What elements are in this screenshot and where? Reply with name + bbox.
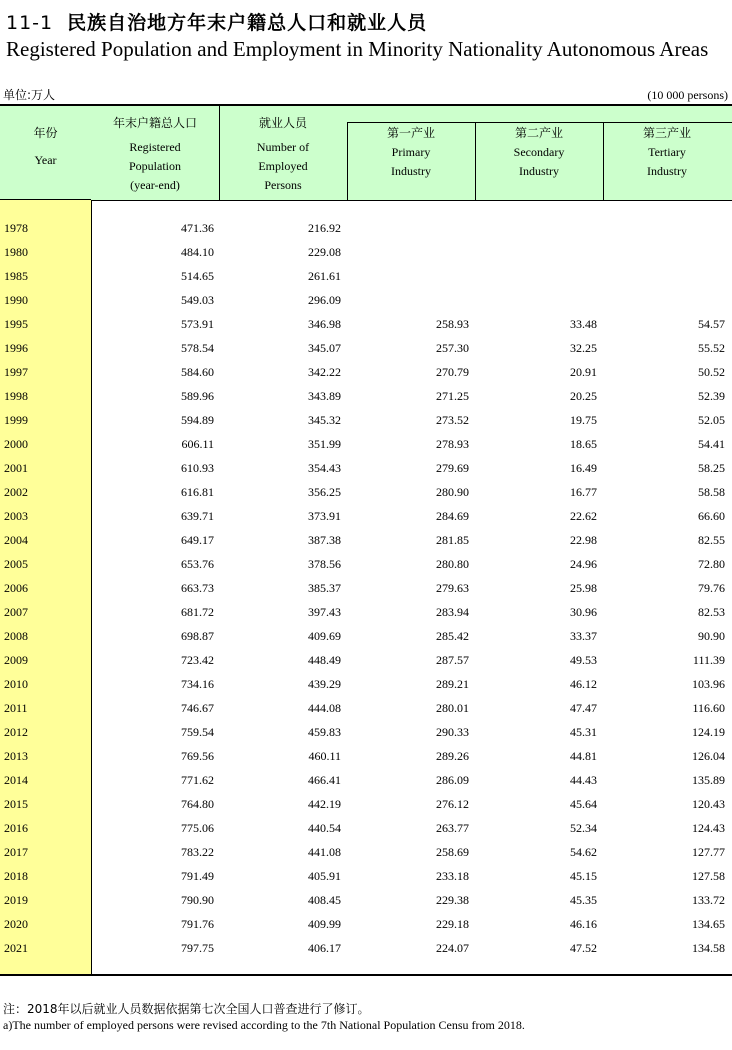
- cell-pop: 589.96: [181, 389, 214, 403]
- table-row: [0, 912, 732, 936]
- cell-sec: 44.43: [570, 773, 597, 787]
- cell-pri: 281.85: [436, 533, 469, 547]
- header-tertiary: [603, 124, 731, 181]
- cell-emp: 229.08: [308, 245, 341, 259]
- cell-year: 1998: [4, 389, 28, 403]
- table-row: [0, 888, 732, 912]
- table-row: [0, 312, 732, 336]
- cell-year: 1980: [4, 245, 28, 259]
- cell-ter: 72.80: [698, 557, 725, 571]
- cell-emp: 397.43: [308, 605, 341, 619]
- cell-emp: 442.19: [308, 797, 341, 811]
- cell-emp: 439.29: [308, 677, 341, 691]
- cell-year: 2018: [4, 869, 28, 883]
- cell-pri: 285.42: [436, 629, 469, 643]
- cell-year: 1997: [4, 365, 28, 379]
- table-row: [0, 744, 732, 768]
- table-row: [0, 816, 732, 840]
- cell-emp: 351.99: [308, 437, 341, 451]
- cell-ter: 82.55: [698, 533, 725, 547]
- cell-ter: 54.41: [698, 437, 725, 451]
- cell-emp: 466.41: [308, 773, 341, 787]
- cell-pop: 734.16: [181, 677, 214, 691]
- cell-sec: 47.47: [570, 701, 597, 715]
- cell-pop: 578.54: [181, 341, 214, 355]
- table-row: [0, 864, 732, 888]
- cell-sec: 33.48: [570, 317, 597, 331]
- cell-emp: 346.98: [308, 317, 341, 331]
- cell-pri: 273.52: [436, 413, 469, 427]
- header-employed-cn: 就业人员: [258, 116, 307, 130]
- cell-sec: 20.25: [570, 389, 597, 403]
- cell-sec: 30.96: [570, 605, 597, 619]
- cell-sec: 22.98: [570, 533, 597, 547]
- header-secondary-en2: Industry: [519, 164, 559, 178]
- cell-pop: 616.81: [181, 485, 214, 499]
- table-row: [0, 432, 732, 456]
- cell-emp: 440.54: [308, 821, 341, 835]
- header-primary: [347, 124, 475, 181]
- table-number: 11-1: [6, 12, 54, 34]
- cell-ter: 66.60: [698, 509, 725, 523]
- header-primary-en1: Primary: [391, 145, 431, 159]
- header-year-en: Year: [34, 153, 57, 167]
- table-row: [0, 456, 732, 480]
- cell-year: 2003: [4, 509, 28, 523]
- cell-ter: 120.43: [692, 797, 725, 811]
- title-cn-text: 民族自治地方年末户籍总人口和就业人员: [67, 12, 428, 34]
- cell-pri: 229.38: [436, 893, 469, 907]
- header-secondary: [475, 124, 603, 181]
- cell-year: 1985: [4, 269, 28, 283]
- cell-ter: 134.65: [692, 917, 725, 931]
- cell-year: 1999: [4, 413, 28, 427]
- cell-pri: 290.33: [436, 725, 469, 739]
- cell-emp: 448.49: [308, 653, 341, 667]
- cell-year: 2009: [4, 653, 28, 667]
- table-row: [0, 600, 732, 624]
- cell-pop: 610.93: [181, 461, 214, 475]
- cell-ter: 50.52: [698, 365, 725, 379]
- cell-sec: 45.35: [570, 893, 597, 907]
- header-population-en2: Population: [128, 159, 181, 173]
- cell-emp: 373.91: [308, 509, 341, 523]
- cell-year: 1990: [4, 293, 28, 307]
- cell-sec: 20.91: [570, 365, 597, 379]
- table-row: [0, 240, 732, 264]
- cell-ter: 127.58: [692, 869, 725, 883]
- header-subdivider: [347, 122, 732, 123]
- cell-pri: 280.80: [436, 557, 469, 571]
- cell-ter: 54.57: [698, 317, 725, 331]
- header-primary-cn: 第一产业: [386, 126, 435, 140]
- footnote-cn: 注：2018年以后就业人员数据依据第七次全国人口普查进行了修订。: [3, 1002, 370, 1016]
- cell-emp: 409.69: [308, 629, 341, 643]
- header-secondary-en1: Secondary: [513, 145, 565, 159]
- cell-ter: 134.58: [692, 941, 725, 955]
- cell-ter: 124.19: [692, 725, 725, 739]
- cell-ter: 126.04: [692, 749, 725, 763]
- table-row: [0, 384, 732, 408]
- cell-emp: 296.09: [308, 293, 341, 307]
- table-row: [0, 528, 732, 552]
- cell-sec: 22.62: [570, 509, 597, 523]
- cell-emp: 406.17: [308, 941, 341, 955]
- table-row: [0, 480, 732, 504]
- cell-sec: 54.62: [570, 845, 597, 859]
- cell-year: 2010: [4, 677, 28, 691]
- cell-pop: 769.56: [181, 749, 214, 763]
- cell-emp: 387.38: [308, 533, 341, 547]
- cell-year: 1995: [4, 317, 28, 331]
- table-row: [0, 648, 732, 672]
- cell-year: 2002: [4, 485, 28, 499]
- cell-year: 2012: [4, 725, 28, 739]
- table-row: [0, 264, 732, 288]
- cell-pri: 270.79: [436, 365, 469, 379]
- table-row: [0, 504, 732, 528]
- cell-year: 2008: [4, 629, 28, 643]
- cell-pop: 759.54: [181, 725, 214, 739]
- cell-emp: 408.45: [308, 893, 341, 907]
- cell-ter: 52.39: [698, 389, 725, 403]
- table-row: [0, 552, 732, 576]
- cell-sec: 32.25: [570, 341, 597, 355]
- cell-pop: 594.89: [181, 413, 214, 427]
- cell-pri: 279.63: [436, 581, 469, 595]
- cell-year: 2013: [4, 749, 28, 763]
- cell-pri: 278.93: [436, 437, 469, 451]
- cell-year: 2020: [4, 917, 28, 931]
- cell-sec: 45.64: [570, 797, 597, 811]
- cell-pop: 797.75: [181, 941, 214, 955]
- cell-year: 2015: [4, 797, 28, 811]
- cell-ter: 52.05: [698, 413, 725, 427]
- table-row: [0, 696, 732, 720]
- header-secondary-cn: 第二产业: [514, 126, 563, 140]
- cell-sec: 52.34: [570, 821, 597, 835]
- cell-sec: 18.65: [570, 437, 597, 451]
- cell-ter: 55.52: [698, 341, 725, 355]
- cell-pop: 653.76: [181, 557, 214, 571]
- table-row: [0, 336, 732, 360]
- cell-sec: 16.77: [570, 485, 597, 499]
- cell-pri: 284.69: [436, 509, 469, 523]
- cell-year: 2000: [4, 437, 28, 451]
- table-row: [0, 672, 732, 696]
- cell-sec: 33.37: [570, 629, 597, 643]
- cell-year: 2019: [4, 893, 28, 907]
- table-row: [0, 408, 732, 432]
- cell-ter: 127.77: [692, 845, 725, 859]
- cell-sec: 16.49: [570, 461, 597, 475]
- cell-pop: 681.72: [181, 605, 214, 619]
- header-population-en1: Registered: [129, 140, 181, 154]
- cell-pri: 280.01: [436, 701, 469, 715]
- cell-emp: 444.08: [308, 701, 341, 715]
- header-employed: [219, 114, 347, 195]
- cell-sec: 46.12: [570, 677, 597, 691]
- cell-ter: 124.43: [692, 821, 725, 835]
- cell-pri: 283.94: [436, 605, 469, 619]
- cell-ter: 111.39: [692, 653, 725, 667]
- cell-ter: 79.76: [698, 581, 725, 595]
- cell-pop: 471.36: [181, 221, 214, 235]
- header-employed-en3: Persons: [264, 178, 302, 192]
- cell-emp: 405.91: [308, 869, 341, 883]
- cell-emp: 385.37: [308, 581, 341, 595]
- cell-pri: 258.93: [436, 317, 469, 331]
- cell-ter: 58.25: [698, 461, 725, 475]
- cell-pri: 258.69: [436, 845, 469, 859]
- cell-pri: 257.30: [436, 341, 469, 355]
- cell-pri: 233.18: [436, 869, 469, 883]
- cell-year: 2011: [4, 701, 28, 715]
- table-row: [0, 624, 732, 648]
- cell-pop: 484.10: [181, 245, 214, 259]
- cell-emp: 345.07: [308, 341, 341, 355]
- cell-pri: 263.77: [436, 821, 469, 835]
- cell-emp: 441.08: [308, 845, 341, 859]
- cell-sec: 45.31: [570, 725, 597, 739]
- table-row: [0, 576, 732, 600]
- cell-pop: 573.91: [181, 317, 214, 331]
- header-employed-en1: Number of: [256, 140, 310, 154]
- cell-pri: 271.25: [436, 389, 469, 403]
- header-population-cn: 年末户籍总人口: [112, 116, 197, 130]
- cell-emp: 343.89: [308, 389, 341, 403]
- unit-label-en: (10 000 persons): [647, 88, 728, 102]
- cell-ter: 103.96: [692, 677, 725, 691]
- cell-pop: 723.42: [181, 653, 214, 667]
- cell-sec: 46.16: [570, 917, 597, 931]
- header-population: [91, 114, 219, 195]
- cell-pop: 775.06: [181, 821, 214, 835]
- cell-pop: 791.49: [181, 869, 214, 883]
- cell-year: 2021: [4, 941, 28, 955]
- cell-year: 1996: [4, 341, 28, 355]
- cell-pop: 790.90: [181, 893, 214, 907]
- header-year: [0, 124, 91, 170]
- cell-emp: 261.61: [308, 269, 341, 283]
- cell-ter: 135.89: [692, 773, 725, 787]
- cell-emp: 378.56: [308, 557, 341, 571]
- cell-year: 2004: [4, 533, 28, 547]
- cell-year: 2006: [4, 581, 28, 595]
- footnote-en: a)The number of employed persons were revised according to the 7th National Population Censu from 2018.: [3, 1018, 525, 1032]
- table-row: [0, 768, 732, 792]
- cell-pri: 287.57: [436, 653, 469, 667]
- cell-year: 2014: [4, 773, 28, 787]
- cell-emp: 409.99: [308, 917, 341, 931]
- cell-pop: 549.03: [181, 293, 214, 307]
- cell-ter: 90.90: [698, 629, 725, 643]
- cell-year: 2001: [4, 461, 28, 475]
- table-row: [0, 840, 732, 864]
- cell-emp: 356.25: [308, 485, 341, 499]
- cell-pri: 289.21: [436, 677, 469, 691]
- cell-sec: 45.15: [570, 869, 597, 883]
- cell-ter: 58.58: [698, 485, 725, 499]
- cell-sec: 49.53: [570, 653, 597, 667]
- unit-label-cn: 单位:万人: [3, 88, 56, 102]
- header-tertiary-en2: Industry: [647, 164, 687, 178]
- cell-pop: 698.87: [181, 629, 214, 643]
- cell-pri: 280.90: [436, 485, 469, 499]
- cell-pop: 746.67: [181, 701, 214, 715]
- cell-year: 2005: [4, 557, 28, 571]
- table-row: [0, 288, 732, 312]
- cell-emp: 460.11: [308, 749, 341, 763]
- cell-ter: 116.60: [692, 701, 725, 715]
- cell-emp: 342.22: [308, 365, 341, 379]
- cell-sec: 19.75: [570, 413, 597, 427]
- table-row: [0, 792, 732, 816]
- page-title-cn: [6, 8, 427, 35]
- header-population-en3: (year-end): [130, 178, 180, 192]
- table-row: [0, 360, 732, 384]
- cell-pop: 606.11: [181, 437, 214, 451]
- cell-pop: 771.62: [181, 773, 214, 787]
- header-year-cn: 年份: [33, 126, 58, 140]
- cell-ter: 133.72: [692, 893, 725, 907]
- cell-emp: 354.43: [308, 461, 341, 475]
- cell-pop: 783.22: [181, 845, 214, 859]
- cell-pri: 224.07: [436, 941, 469, 955]
- cell-pri: 229.18: [436, 917, 469, 931]
- cell-pop: 663.73: [181, 581, 214, 595]
- data-table: [0, 104, 732, 976]
- table-row: [0, 936, 732, 960]
- cell-year: 2017: [4, 845, 28, 859]
- cell-pop: 649.17: [181, 533, 214, 547]
- cell-pop: 639.71: [181, 509, 214, 523]
- cell-year: 1978: [4, 221, 28, 235]
- cell-emp: 345.32: [308, 413, 341, 427]
- header-tertiary-cn: 第三产业: [642, 126, 691, 140]
- cell-pop: 764.80: [181, 797, 214, 811]
- cell-sec: 44.81: [570, 749, 597, 763]
- cell-pri: 279.69: [436, 461, 469, 475]
- cell-sec: 47.52: [570, 941, 597, 955]
- cell-ter: 82.53: [698, 605, 725, 619]
- cell-pri: 276.12: [436, 797, 469, 811]
- cell-pri: 286.09: [436, 773, 469, 787]
- cell-sec: 24.96: [570, 557, 597, 571]
- cell-year: 2016: [4, 821, 28, 835]
- cell-emp: 459.83: [308, 725, 341, 739]
- table-row: [0, 720, 732, 744]
- page-title-en: Registered Population and Employment in Minority Nationality Autonomous Areas: [6, 37, 709, 61]
- cell-pop: 584.60: [181, 365, 214, 379]
- cell-pop: 791.76: [181, 917, 214, 931]
- cell-year: 2007: [4, 605, 28, 619]
- cell-sec: 25.98: [570, 581, 597, 595]
- header-tertiary-en1: Tertiary: [648, 145, 686, 159]
- cell-pri: 289.26: [436, 749, 469, 763]
- cell-pop: 514.65: [181, 269, 214, 283]
- cell-emp: 216.92: [308, 221, 341, 235]
- table-row: [0, 216, 732, 240]
- header-primary-en2: Industry: [391, 164, 431, 178]
- header-employed-en2: Employed: [258, 159, 308, 173]
